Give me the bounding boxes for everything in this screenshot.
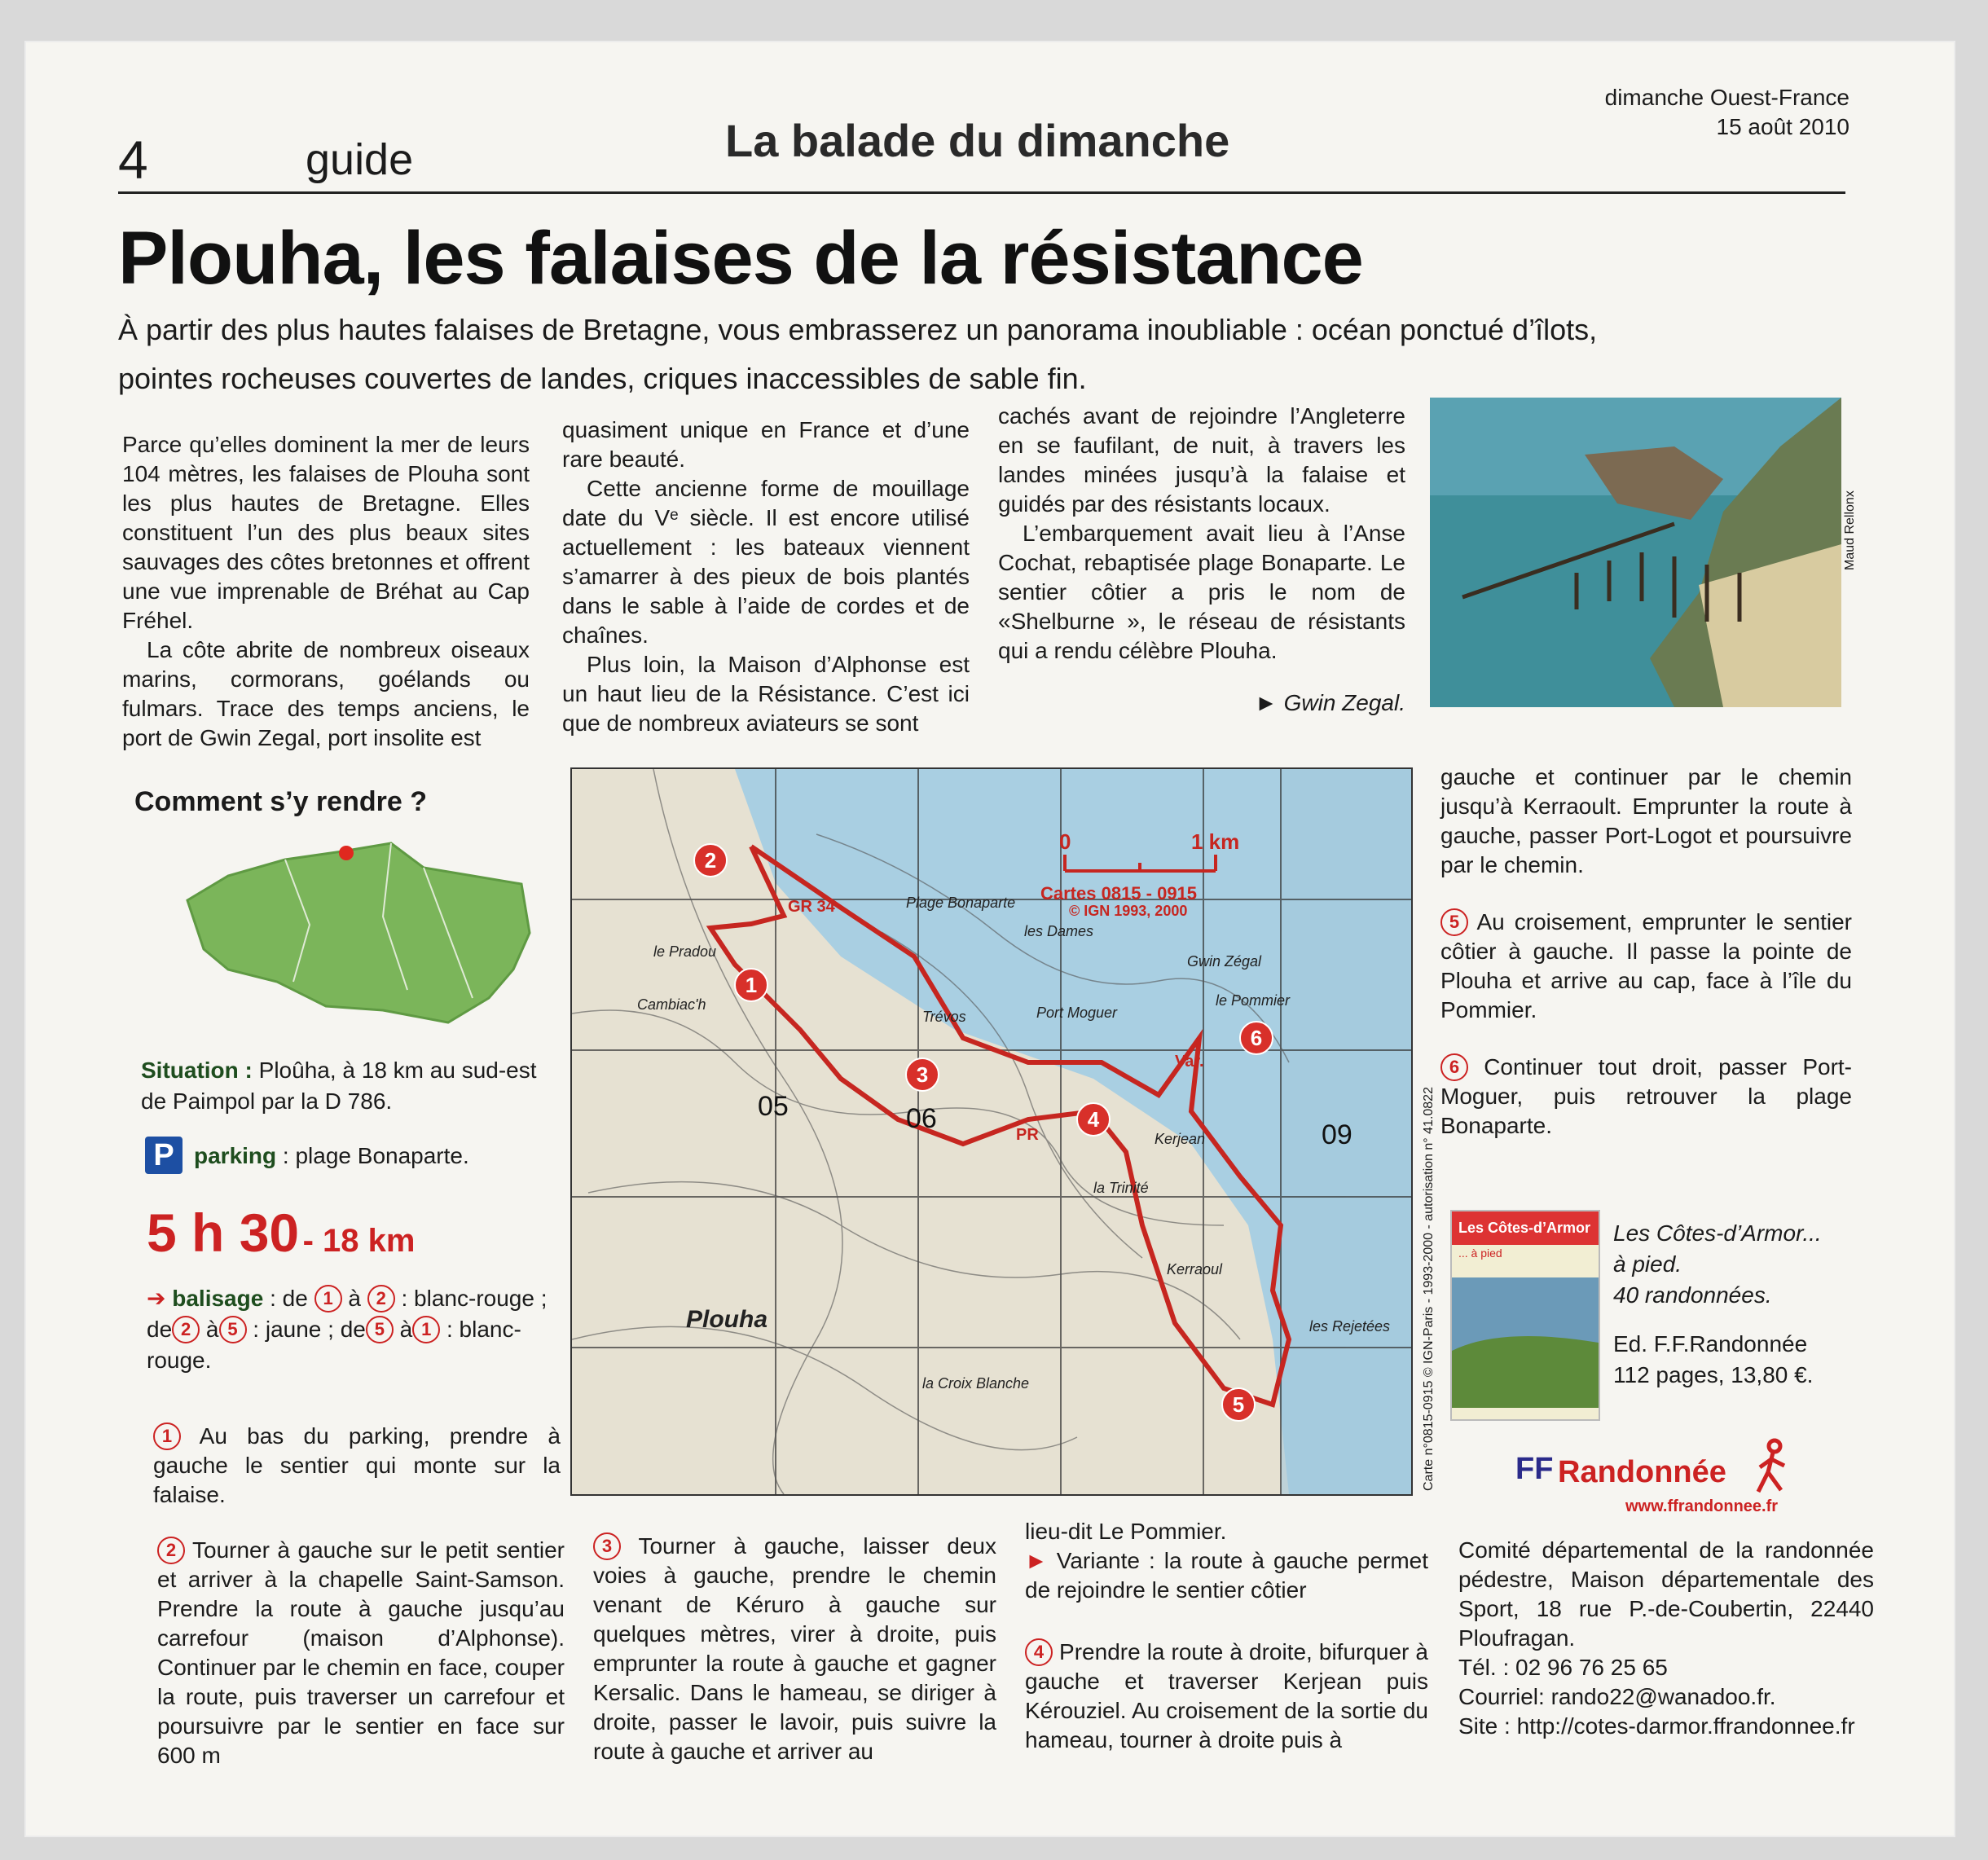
parking-info	[194, 1143, 469, 1169]
directions-title: Comment s’y rendre ?	[134, 786, 427, 817]
place-name: Cambiac'h	[637, 996, 706, 1013]
step-text: lieu-dit Le Pommier.	[1025, 1519, 1227, 1544]
hiking-route-map	[570, 767, 1413, 1496]
step-number-icon: 4	[1025, 1638, 1053, 1666]
step-number-icon: 1	[412, 1316, 440, 1343]
coast-photo-image	[1430, 398, 1841, 707]
step-number-icon: 1	[153, 1422, 181, 1450]
step-number-icon: 1	[314, 1285, 342, 1313]
contact-email: Courriel: rando22@wanadoo.fr.	[1458, 1684, 1776, 1709]
step-1	[153, 1422, 561, 1510]
trail-label-variant: Var.	[1175, 1053, 1204, 1071]
parking-icon: P	[145, 1137, 183, 1174]
chapo-line-2: pointes rocheuses couvertes de landes, criques inaccessibles de sable fin.	[118, 362, 1087, 395]
article-column-2	[562, 416, 970, 738]
step-number-icon: 3	[593, 1532, 621, 1560]
place-name: Trévos	[922, 1009, 966, 1025]
scale-zero: 0	[1059, 829, 1071, 854]
place-name: le Pommier	[1216, 992, 1291, 1009]
location-marker	[339, 846, 354, 860]
balisage-text: : blanc-rouge.	[147, 1317, 521, 1373]
grid-label: 06	[906, 1103, 937, 1134]
rubric-title: La balade du dimanche	[725, 115, 1230, 166]
step-number-icon: 2	[157, 1537, 185, 1564]
situation-text: Ploûha, à 18 km au sud-est de Paimpol par la D 786.	[141, 1058, 537, 1114]
ffrandonnee-logo-image	[1515, 1438, 1801, 1495]
section-label: guide	[306, 135, 414, 184]
step-marker-label: 2	[704, 848, 717, 873]
logo-randonnee: Randonnée	[1558, 1455, 1726, 1489]
step-4-continued: gauche et continuer par le chemin jusqu’à Kerraoult. Emprunter la route à gauche, passer Port-Logot et poursuivre par le chemin.	[1440, 764, 1852, 877]
waymarking	[147, 1283, 554, 1376]
place-name: le Pradou	[653, 943, 717, 960]
book-title: Les Côtes-d’Armor...	[1613, 1220, 1822, 1246]
step-marker-label: 3	[916, 1062, 929, 1087]
balisage-text: : blanc-rouge ; de	[147, 1286, 548, 1342]
balisage-text: à	[393, 1317, 413, 1342]
paragraph: Plus loin, la Maison d’Alphonse est un haut lieu de la Résistance. C’est ici que de nombreux aviateurs se sont	[562, 652, 970, 736]
paragraph: La côte abrite de nombreux oiseaux marins, cormorans, goélands ou fulmars. Trace des temps anciens, le port de Gwin Zegal, port insolite est	[122, 637, 530, 750]
variant-arrow-icon: ►	[1025, 1548, 1048, 1573]
place-name: les Dames	[1024, 923, 1094, 939]
step-3-continued	[1025, 1517, 1428, 1755]
issue-date: 15 août 2010	[1716, 114, 1849, 139]
step-text: Prendre la route à droite, bifurquer à gauche et traverser Kerjean puis Kérouziel. Au croisement de la sortie du hameau, tourner à droite puis à	[1025, 1639, 1428, 1752]
step-text: Continuer tout droit, passer Port-Moguer, puis retrouver la plage Bonaparte.	[1440, 1054, 1852, 1138]
step-marker-label: 6	[1250, 1026, 1263, 1050]
book-publisher: Ed. F.F.Randonnée	[1613, 1331, 1808, 1357]
place-name: Gwin Zégal	[1187, 953, 1262, 970]
article-chapo	[118, 306, 1707, 403]
article-title: Plouha, les falaises de la résistance	[118, 217, 1363, 300]
book-cover	[1450, 1210, 1600, 1421]
newspaper-name: dimanche Ouest-France	[1604, 85, 1849, 110]
step-number-icon: 2	[367, 1285, 395, 1313]
place-name: Kerjean	[1155, 1131, 1206, 1147]
map-sheets: Cartes 0815 - 0915	[1040, 883, 1198, 904]
step-number-icon: 5	[1440, 908, 1468, 936]
balisage-label: balisage	[172, 1286, 264, 1311]
paragraph: quasiment unique en France et d’une rare beauté.	[562, 417, 970, 472]
book-title: à pied.	[1613, 1251, 1682, 1277]
contact-website: Site : http://cotes-darmor.ffrandonnee.fr	[1458, 1713, 1855, 1739]
step-number-icon: 2	[172, 1316, 200, 1343]
article-column-3	[998, 402, 1405, 719]
situation	[141, 1055, 565, 1117]
photo-credit: Maud Rellonx	[1843, 490, 1857, 570]
paragraph: Parce qu’elles dominent la mer de leurs 104 mètres, les falaises de Plouha sont les plus hautes de Bretagne. Elles constituent l’un des plus beaux sites sauvages des côtes bretonnes et offrent une vue imprenable de Bréhat au Cap Fréhel.	[122, 432, 530, 633]
step-text: Tourner à gauche sur le petit sentier et arriver à la chapelle Saint-Samson. Prendre la route à gauche jusqu’au carrefour (maison d’Alphonse). Continuer par le chemin en face, couper la route, puis traverser un carrefour et poursuivre par le sentier en face sur 600 m	[157, 1537, 565, 1768]
photo-caption: ► Gwin Zegal.	[1255, 690, 1405, 715]
place-name: Plouha	[686, 1306, 768, 1333]
arrow-icon: ➔	[147, 1286, 166, 1311]
newspaper-date-block	[1532, 83, 1849, 142]
step-number-icon: 6	[1440, 1053, 1468, 1081]
brittany-shape	[179, 827, 538, 1035]
scale-one-km: 1 km	[1191, 829, 1240, 854]
chapo-line-1: À partir des plus hautes falaises de Bretagne, vous embrasserez un panorama inoubliable : océan ponctué d’îlots,	[118, 313, 1598, 346]
place-name: les Rejetées	[1309, 1318, 1391, 1335]
trail-label-pr: PR	[1016, 1126, 1039, 1144]
topographic-map	[572, 769, 1411, 1494]
paragraph: L’embarquement avait lieu à l’Anse Cochat, rebaptisée plage Bonaparte. Le sentier côtier a pris le nom de «Shelburne », le réseau de résistants qui a rendu célèbre Plouha.	[998, 521, 1405, 663]
duration: 5 h 30	[147, 1203, 300, 1263]
contact-info	[1458, 1536, 1874, 1741]
brittany-locator-map	[179, 827, 538, 1035]
place-name: Plage Bonaparte	[906, 895, 1016, 911]
step-2	[157, 1536, 565, 1770]
page-number: 4	[118, 130, 148, 190]
situation-label: Situation :	[141, 1058, 253, 1083]
ffrandonnee-logo	[1515, 1438, 1801, 1499]
variant-text: Variante : la route à gauche permet de rejoindre le sentier côtier	[1025, 1548, 1428, 1603]
parking-label: parking	[194, 1143, 277, 1168]
grid-label: 05	[758, 1091, 789, 1122]
map-copyright: © IGN 1993, 2000	[1069, 903, 1188, 919]
balisage-text: à	[200, 1317, 219, 1342]
balisage-text: à	[341, 1286, 367, 1311]
balisage-text: : de	[263, 1286, 314, 1311]
place-name: la Croix Blanche	[922, 1375, 1030, 1392]
steps-right-column	[1440, 763, 1852, 1141]
book-cover-photo	[1452, 1261, 1599, 1408]
step-number-icon: 5	[219, 1316, 247, 1343]
book-title: 40 randonnées.	[1613, 1282, 1772, 1308]
paragraph: Cette ancienne forme de mouillage date du Vᵉ siècle. Il est encore utilisé actuellement : les bateaux viennent s’amarrer à des pieux de bois plantés dans le sable à l’aide de cordes et de chaînes.	[562, 476, 970, 648]
trail-label-gr: GR 34	[788, 898, 835, 916]
contact-phone: Tél. : 02 96 76 25 65	[1458, 1655, 1668, 1680]
step-3	[593, 1532, 996, 1766]
grid-label: 09	[1322, 1119, 1352, 1150]
book-price: 112 pages, 13,80 €.	[1613, 1362, 1814, 1387]
step-marker-label: 5	[1232, 1392, 1245, 1417]
header-rule	[118, 191, 1845, 194]
distance: - 18 km	[302, 1223, 416, 1259]
book-info	[1613, 1218, 1858, 1391]
step-marker-label: 1	[745, 973, 758, 997]
map-credit: Carte n°0815-0915 © IGN-Paris - 1993-2000 - autorisation n° 41.0822	[1422, 1087, 1436, 1491]
coast-photo	[1430, 398, 1841, 707]
place-name: Port Moguer	[1036, 1005, 1118, 1021]
step-text: Au bas du parking, prendre à gauche le sentier qui monte sur la falaise.	[153, 1423, 561, 1507]
contact-address: Comité départemental de la randonnée pédestre, Maison départementale des Sport, 18 rue P.-de-Coubertin, 22440 Ploufragan.	[1458, 1537, 1874, 1651]
book-cover-title: Les Côtes-d’Armor	[1452, 1211, 1599, 1245]
step-text: Au croisement, emprunter le sentier côtier à gauche. Il passe la pointe de Plouha et arrive au cap, face à l’île du Pommier.	[1440, 909, 1853, 1022]
book-cover-subtitle: ... à pied	[1458, 1247, 1502, 1260]
article-column-1	[122, 430, 530, 753]
balisage-text: : jaune ; de	[246, 1317, 366, 1342]
step-text: Tourner à gauche, laisser deux voies à gauche, prendre le chemin venant de Kéruro à gauche sur quelques mètres, virer à droite, puis emprunter la route à gauche et gagner Kersalic. Dans le hameau, se diriger à droite, passer le lavoir, puis suivre la route à gauche et arriver au	[593, 1533, 996, 1764]
hiker-icon	[1758, 1440, 1784, 1492]
logo-ff: FF	[1515, 1452, 1554, 1486]
place-name: Kerraoul	[1167, 1261, 1223, 1277]
parking-text: : plage Bonaparte.	[276, 1143, 469, 1168]
step-number-icon: 5	[366, 1316, 394, 1343]
step-marker-label: 4	[1087, 1107, 1100, 1132]
place-name: la Trinité	[1093, 1180, 1149, 1196]
duration-distance	[147, 1202, 415, 1264]
paragraph: cachés avant de rejoindre l’Angleterre en se faufilant, de nuit, à travers les landes minées jusqu’à la falaise et guidés par des résistants locaux.	[998, 403, 1405, 517]
ffrandonnee-url: www.ffrandonnee.fr	[1625, 1497, 1779, 1515]
